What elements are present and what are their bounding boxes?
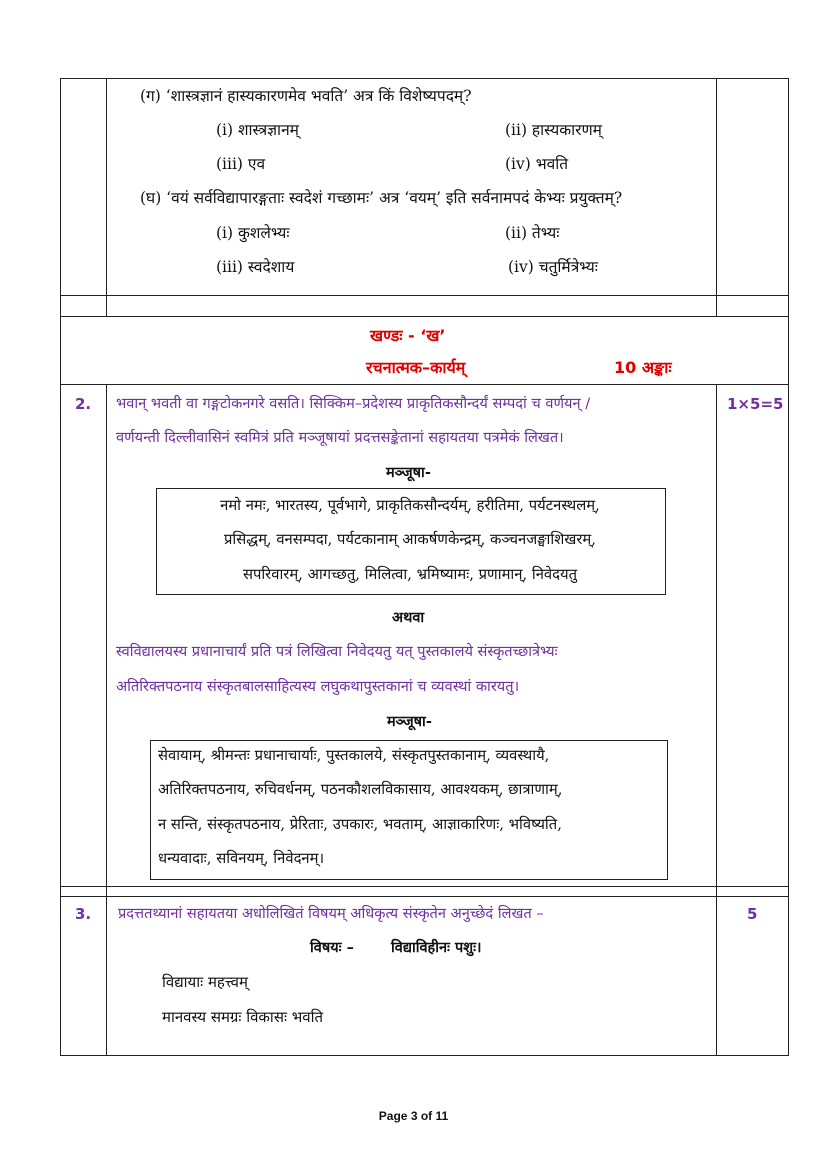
table-row-divider <box>60 316 789 317</box>
table-border-bottom <box>60 1055 789 1056</box>
question-marks: 1×5=5 <box>727 395 784 413</box>
question-alt-text: स्वविद्यालयस्य प्रधानाचार्यं प्रति पत्रं लिखित्वा निवेदयतु यत् पुस्तकालये संस्कृतच्छात्रेभ्यः <box>116 643 558 660</box>
question-marks: 5 <box>747 905 758 923</box>
question-text: वर्णयन्ती दिल्लीवासिनं स्वमित्रं प्रति मञ्जूषायां प्रदत्तसङ्केतानां सहायतया पत्रमेकं लिखत। <box>116 429 564 446</box>
manjusha-label: मञ्जूषा- <box>387 714 432 730</box>
manjusha-label: मञ्जूषा- <box>386 465 431 481</box>
option-gha-1: (i) कुशलेभ्यः <box>216 224 290 242</box>
option-gha-3: (iii) स्वदेशाय <box>216 258 295 276</box>
table-border-top <box>60 78 789 79</box>
table-row-divider <box>60 384 789 385</box>
table-border-left <box>60 78 61 1056</box>
manjusha-line: अतिरिक्तपठनाय, रुचिवर्धनम्, पठनकौशलविकासाय, आवश्यकम्, छात्राणाम्, <box>158 781 563 798</box>
fact-point: मानवस्य समग्रः विकासः भवति <box>162 1008 324 1026</box>
question-gha: (घ) ‘वयं सर्वविद्यापारङ्गताः स्वदेशं गच्छामः’ अत्र ‘वयम्’ इति सर्वनामपदं केभ्यः प्रयुक्तम्? <box>140 189 623 207</box>
fact-point: विद्यायाः महत्त्वम् <box>162 973 248 991</box>
footer-page-label: Page <box>378 1109 408 1123</box>
footer-page-number: 3 <box>410 1109 418 1123</box>
table-border-right <box>788 78 789 1056</box>
option-ga-2: (ii) हास्यकारणम् <box>505 121 602 139</box>
option-gha-4: (iv) चतुर्मित्रेभ्यः <box>508 258 598 276</box>
manjusha-line: धन्यवादाः, सविनयम्, निवेदनम्। <box>158 850 325 867</box>
question-ga: (ग) ‘शास्त्रज्ञानं हास्यकारणमेव भवति’ अत्र किं विशेष्यपदम्? <box>140 87 472 105</box>
page-footer <box>0 1109 827 1123</box>
question-number: 2. <box>75 395 92 413</box>
topic-label: विषयः – <box>310 940 354 956</box>
table-col-divider <box>106 384 107 1056</box>
question-number: 3. <box>75 905 92 923</box>
topic-text: विद्याविहीनः पशुः। <box>391 940 482 956</box>
athava-label: अथवा <box>392 610 425 626</box>
question-text: भवान् भवती वा गङ्गटोकनगरे वसति। सिक्किम–प्रदेशस्य प्राकृतिकसौन्दर्यं सम्पदां च वर्णयन् / <box>116 395 591 412</box>
section-subtitle: रचनात्मक–कार्यम् <box>366 358 466 377</box>
table-col-divider <box>106 78 107 317</box>
option-ga-1: (i) शास्त्रज्ञानम् <box>216 121 299 139</box>
footer-of-label: of <box>420 1109 433 1123</box>
table-row-divider <box>60 896 789 897</box>
manjusha-line: प्रसिद्धम्, वनसम्पदा, पर्यटकानाम् आकर्षणकेन्द्रम्, कञ्चनजङ्घाशिखरम्, <box>224 531 596 548</box>
manjusha-line: नमो नमः, भारतस्य, पूर्वभागे, प्राकृतिकसौन्दर्यम्, हरीतिमा, पर्यटनस्थलम्, <box>220 497 600 514</box>
footer-page-total: 11 <box>435 1109 449 1123</box>
table-col-divider <box>716 78 717 317</box>
section-title: खण्डः - ‘ख’ <box>370 326 446 345</box>
manjusha-line: सेवायाम्, श्रीमन्तः प्रधानाचार्याः, पुस्तकालये, संस्कृतपुस्तकानाम्, व्यवस्थायै, <box>158 747 550 764</box>
manjusha-line: सपरिवारम्, आगच्छतु, मिलित्वा, भ्रमिष्यामः, प्रणामान्, निवेदयतु <box>242 566 578 583</box>
question-text: प्रदत्ततथ्यानां सहायतया अधोलिखितं विषयम् अधिकृत्य संस्कृतेन अनुच्छेदं लिखत – <box>118 905 544 922</box>
table-col-divider <box>716 384 717 1056</box>
table-row-divider <box>60 886 789 887</box>
option-ga-3: (iii) एव <box>216 155 266 173</box>
option-ga-4: (iv) भवति <box>505 155 569 173</box>
manjusha-line: न सन्ति, संस्कृतपठनाय, प्रेरिताः, उपकारः, भवताम्, आज्ञाकारिणः, भविष्यति, <box>158 816 562 833</box>
table-row-divider <box>60 295 789 296</box>
option-gha-2: (ii) तेभ्यः <box>505 224 560 242</box>
section-marks: 10 अङ्काः <box>614 358 672 377</box>
question-alt-text: अतिरिक्तपठनाय संस्कृतबालसाहित्यस्य लघुकथापुस्तकानां च व्यवस्थां कारयतु। <box>116 678 520 695</box>
